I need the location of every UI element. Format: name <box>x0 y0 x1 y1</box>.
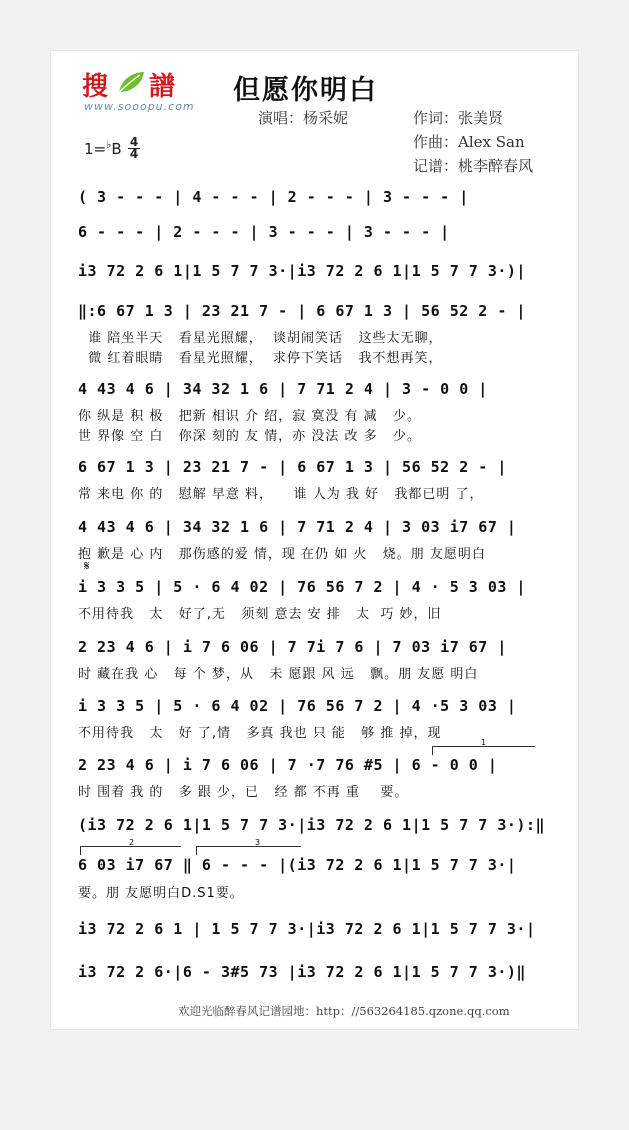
logo-char-2: 譜 <box>149 72 176 102</box>
volta-3-label: 3 <box>255 838 261 847</box>
notation-row: i 3 3 5 | 5 · 6 4 02 | 76 56 7 2 | 4 · 5 3 03 | <box>78 578 526 596</box>
footer-link[interactable]: 欢迎光临醉春风记谱园地：http：//563264185.qzone.qq.com <box>178 1004 510 1018</box>
lyric-row: 你 纵是 积 极 把新 相识 介 绍，寂 寞没 有 减 少。 <box>78 409 421 424</box>
key-note: B <box>111 140 122 158</box>
key-signature <box>84 140 122 158</box>
lyric-row: 抱 歉是 心 内 那伤感的爱 情，现 在仍 如 火 烧。朋 友愿明白 <box>78 547 486 562</box>
time-top: 4 <box>129 135 139 149</box>
lyric-row: 世 界像 空 白 你深 刻的 友 情，亦 没法 改 多 少。 <box>78 429 421 444</box>
notation-row: i 3 3 5 | 5 · 6 4 02 | 76 56 7 2 | 4 ·5 3 03 | <box>78 697 517 715</box>
flat-icon: ♭ <box>106 138 112 151</box>
notation-row: i3 72 2 6 1|1 5 7 7 3·|i3 72 2 6 1|1 5 7 7 3·)| <box>78 262 526 280</box>
lyric-row: 不用待我 太 好 了,情 多真 我也 只 能 够 推 掉，现 <box>78 726 442 741</box>
notation-row: ( 3 - - - | 4 - - - | 2 - - - | 3 - - - | <box>78 188 469 206</box>
time-signature <box>128 137 140 160</box>
site-logo[interactable] <box>82 66 195 113</box>
notation-row: 4 43 4 6 | 34 32 1 6 | 7 71 2 4 | 3 - 0 0 | <box>78 380 488 398</box>
volta-bracket-2 <box>80 838 181 855</box>
time-bottom: 4 <box>129 147 139 161</box>
notation-row: i3 72 2 6 1 | 1 5 7 7 3·|i3 72 2 6 1|1 5 7 7 3·| <box>78 920 536 938</box>
key-prefix: 1= <box>84 140 107 158</box>
logo-domain: www.sooopu.com <box>84 100 195 113</box>
notation-row: 2 23 4 6 | i 7 6 06 | 7 7i 7 6 | 7 03 i7 67 | <box>78 638 507 656</box>
lyric-row: 时 藏在我 心 每 个 梦，从 未 愿跟 风 远 飘。朋 友愿 明白 <box>78 667 479 682</box>
lyric-row: 常 来电 你 的 慰解 早意 料， 谁 人为 我 好 我都已明 了， <box>78 487 484 502</box>
notation-row: ‖:6 67 1 3 | 23 21 7 - | 6 67 1 3 | 56 52 2 - | <box>78 302 526 320</box>
notation-row: 6 - - - | 2 - - - | 3 - - - | 3 - - - | <box>78 223 450 241</box>
notation-row: (i3 72 2 6 1|1 5 7 7 3·|i3 72 2 6 1|1 5 7 7 3·):‖ <box>78 816 546 834</box>
volta-bracket-1 <box>432 738 535 755</box>
volta-bracket-3 <box>196 838 301 855</box>
leaf-icon <box>116 70 146 96</box>
transcriber: 记谱：桃李醉春风 <box>413 157 534 175</box>
lyricist: 作词：张美贤 <box>413 109 504 127</box>
singer: 演唱：杨采妮 <box>258 109 349 127</box>
volta-2-label: 2 <box>129 838 135 847</box>
notation-row: 4 43 4 6 | 34 32 1 6 | 7 71 2 4 | 3 03 i7 67 | <box>78 518 517 536</box>
composer: 作曲：Alex San <box>413 133 525 151</box>
song-title: 但愿你明白 <box>233 75 378 106</box>
segno-icon: 𝄋 <box>84 559 90 574</box>
lyric-row: 时 围着 我 的 多 跟 少，已 经 都 不再 重 要。 <box>78 785 409 800</box>
lyric-row: 要。朋 友愿明白D.S1要。 <box>78 886 244 901</box>
notation-row: 2 23 4 6 | i 7 6 06 | 7 ·7 76 #5 | 6 - 0 0 | <box>78 756 498 774</box>
notation-row: 6 03 i7 67 ‖ 6 - - - |(i3 72 2 6 1|1 5 7 7 3·| <box>78 856 517 874</box>
lyric-row: 谁 陪坐半天 看星光照耀， 谈胡闹笑话 这些太无聊， <box>78 331 443 346</box>
volta-1-label: 1 <box>481 738 487 747</box>
lyric-row: 微 红着眼睛 看星光照耀， 求停下笑话 我不想再笑， <box>78 351 443 366</box>
notation-row: i3 72 2 6·|6 - 3#5 73 |i3 72 2 6 1|1 5 7 7 3·)‖ <box>78 963 526 981</box>
logo-char-1: 搜 <box>82 72 109 102</box>
notation-row: 6 67 1 3 | 23 21 7 - | 6 67 1 3 | 56 52 2 - | <box>78 458 507 476</box>
lyric-row: 不用待我 太 好了,无 须刻 意去 安 排 太 巧 妙，旧 <box>78 607 442 622</box>
